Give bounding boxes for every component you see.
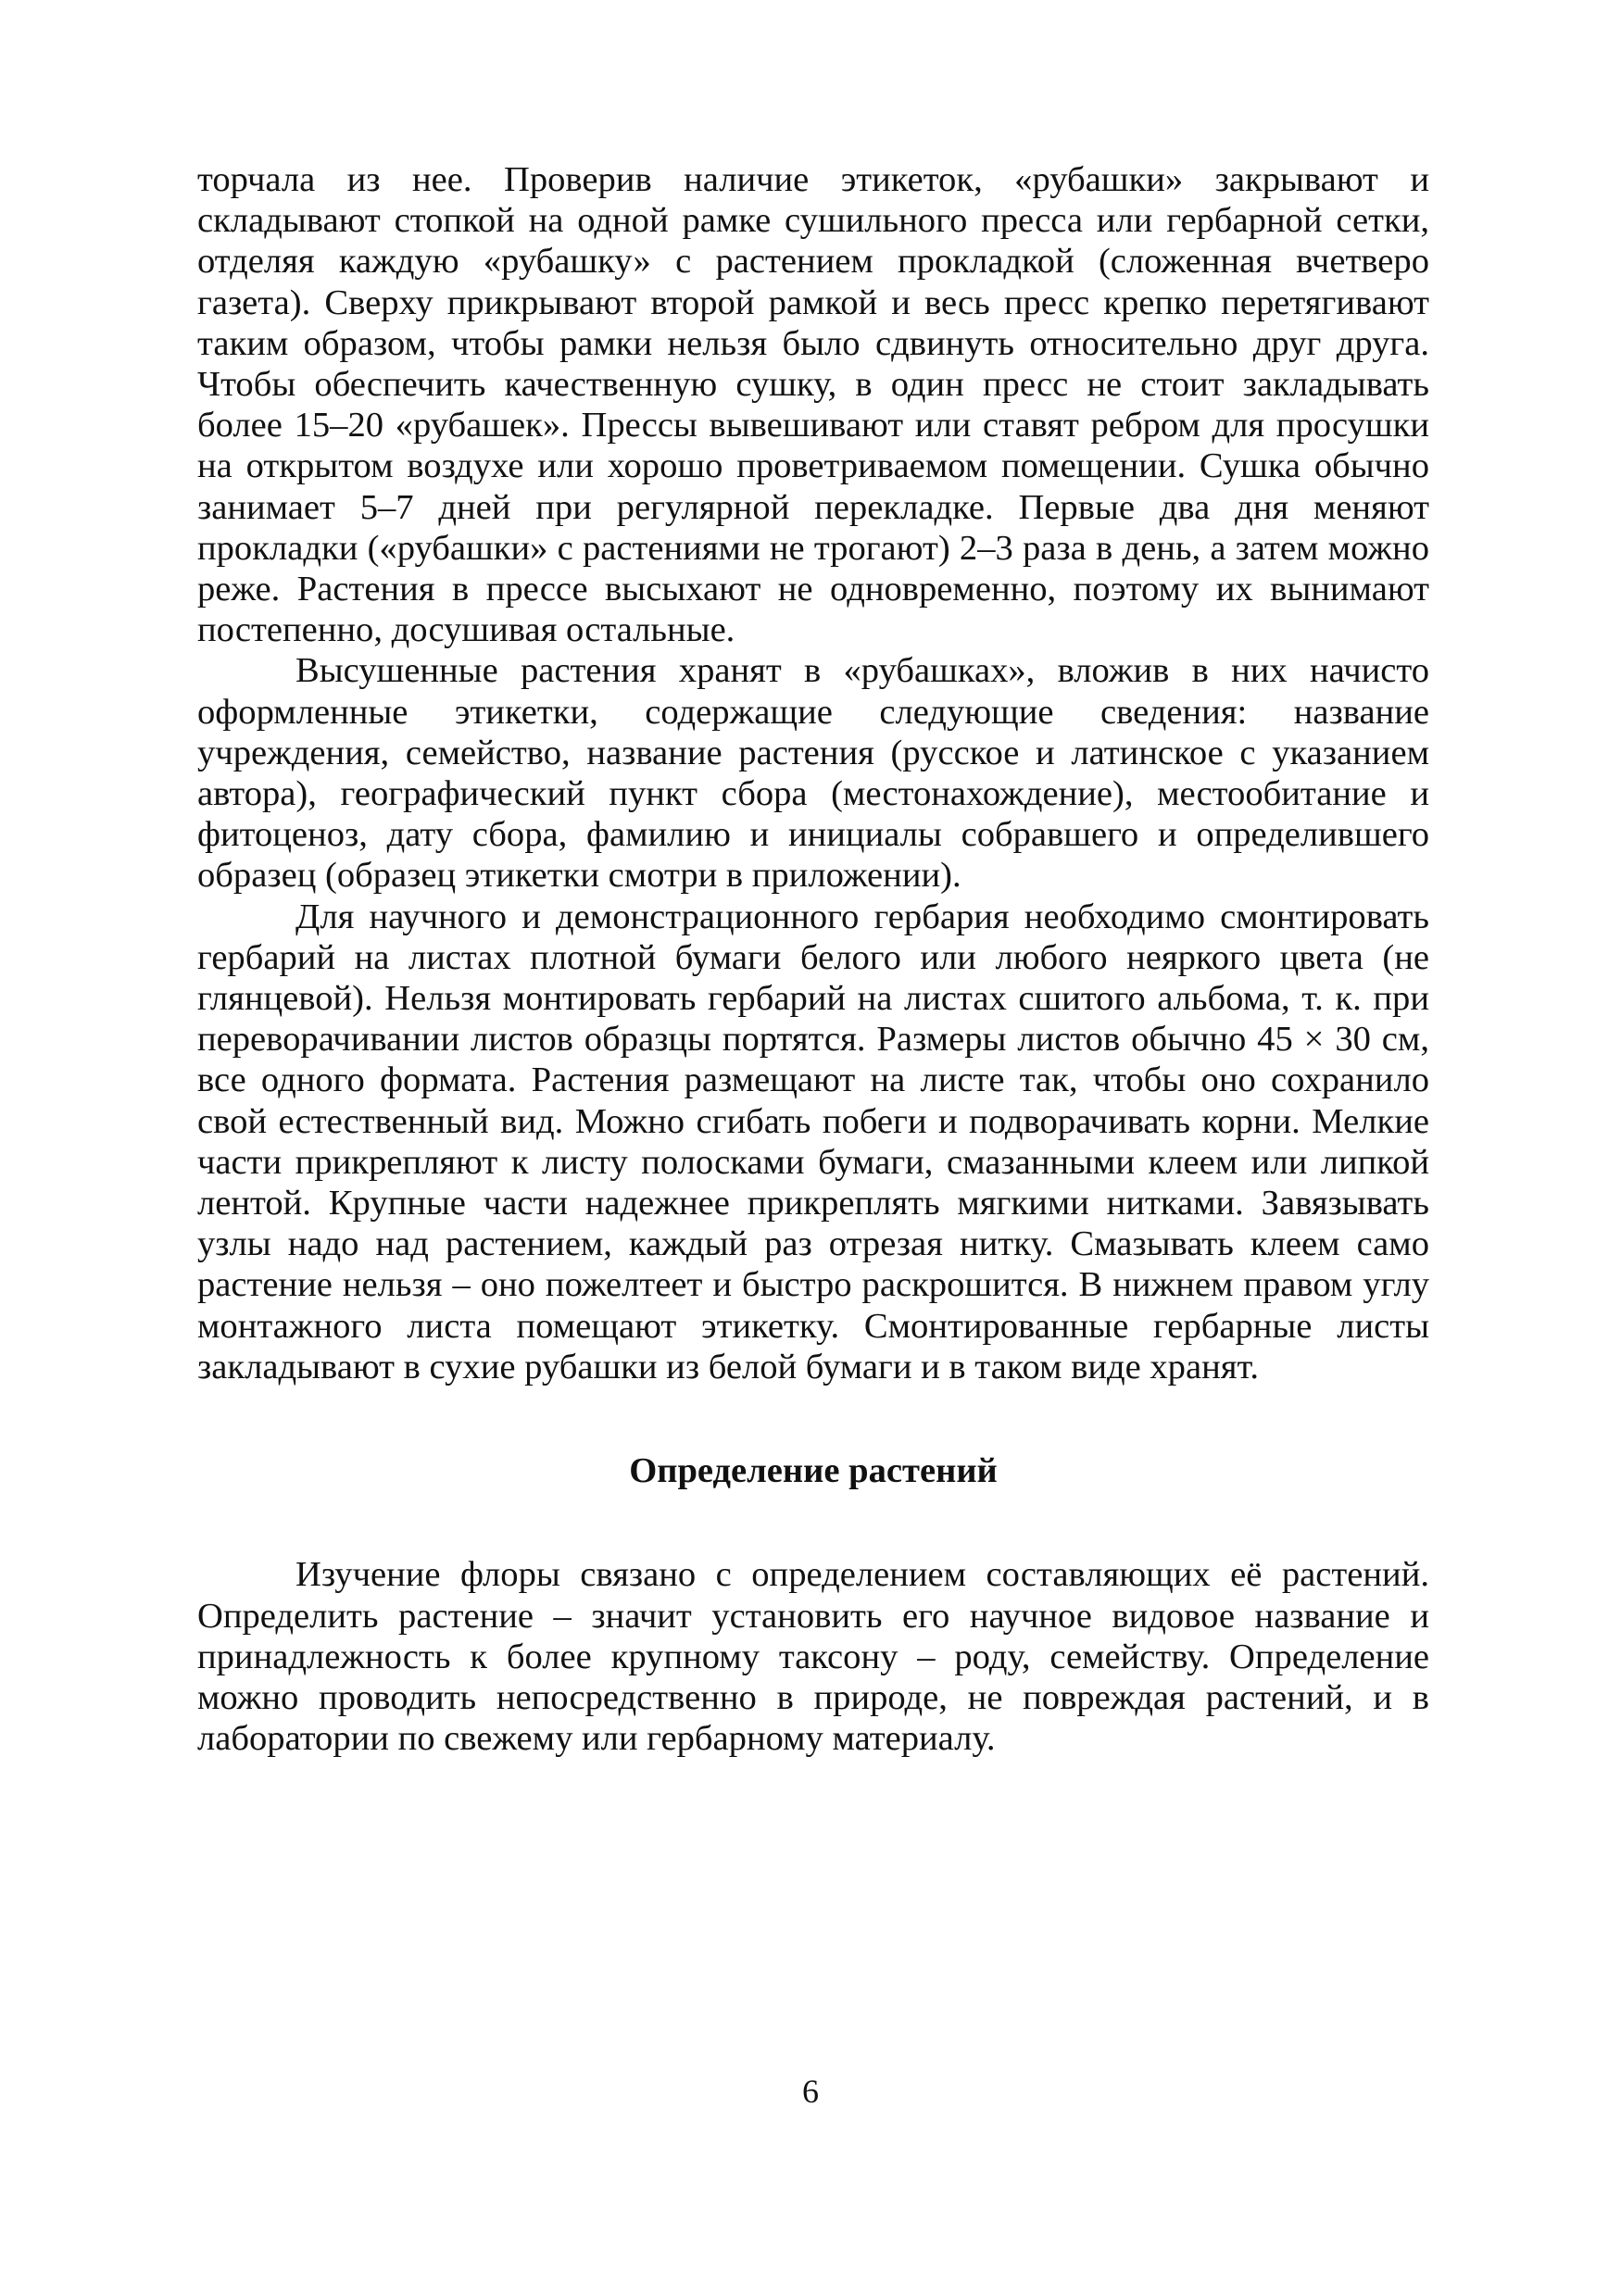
paragraph-herbarium-mounting: Для научного и демонстрационного гербария необходимо смонтировать гербарий на листах плотной бумаги белого или любого неяркого цвета (не глянцевой). Нельзя монтировать гербарий на листах сшитого альбома, т. к. при переворачивании листов образцы портятся. Размеры листов обычно 45 × 30 см, все одного формата. Растения размещают на листе так, чтобы оно сохранило свой естественный вид. Можно сгибать побеги и подворачивать корни. Мелкие части прикрепляют к листу полосками бумаги, смазанными клеем или липкой лентой. Крупные части надежнее прикреплять мягкими нитками. Завязывать узлы надо над растением, каждый раз отрезая нитку. Смазывать клеем само растение нельзя – оно пожелтеет и быстро раскрошится. В нижнем правом углу монтажного листа помещают этикетку. Смонтированные гербарные листы закладывают в сухие рубашки из белой бумаги и в таком виде хранят. [197,897,1429,1386]
page-body [197,159,1429,1759]
paragraph-plant-identification: Изучение флоры связано с определением составляющих её растений. Определить растение – значит установить его научное видовое название и принадлежность к более крупному таксону – роду, семейству. Определение можно проводить непосредственно в природе, не повреждая растений, и в лаборатории по свежему или гербарному материалу. [197,1555,1429,1759]
section-heading: Определение растений [629,1451,998,1491]
paragraph-continuation: торчала из нее. Проверив наличие этикеток, «рубашки» закрывают и складывают стопкой на одной рамке сушильного пресса или гербарной сетки, отделяя каждую «рубашку» с растением прокладкой (сложенная вчетверо газета). Сверху прикрывают второй рамкой и весь пресс крепко перетягивают таким образом, чтобы рамки нельзя было сдвинуть относительно друг друга. Чтобы обеспечить качественную сушку, в один пресс не стоит закладывать более 15–20 «рубашек». Прессы вывешивают или ставят ребром для просушки на открытом воздухе или хорошо проветриваемом помещении. Сушка обычно занимает 5–7 дней при регулярной перекладке. Первые два дня меняют прокладки («рубашки» с растениями не трогают) 2–3 раза в день, а затем можно реже. Растения в прессе высыхают не одновременно, поэтому их вынимают постепенно, досушивая остальные. [197,160,1429,650]
paragraph-storage-labels: Высушенные растения хранят в «рубашках», вложив в них начисто оформленные этикетки, содержащие следующие сведения: название учреждения, семейство, название растения (русское и латинское с указанием автора), географический пункт сбора (местонахождение), местообитание и фитоценоз, дату сбора, фамилию и инициалы собравшего и определившего образец (образец этикетки смотри в приложении). [197,651,1429,896]
page-number: 6 [802,2073,819,2110]
